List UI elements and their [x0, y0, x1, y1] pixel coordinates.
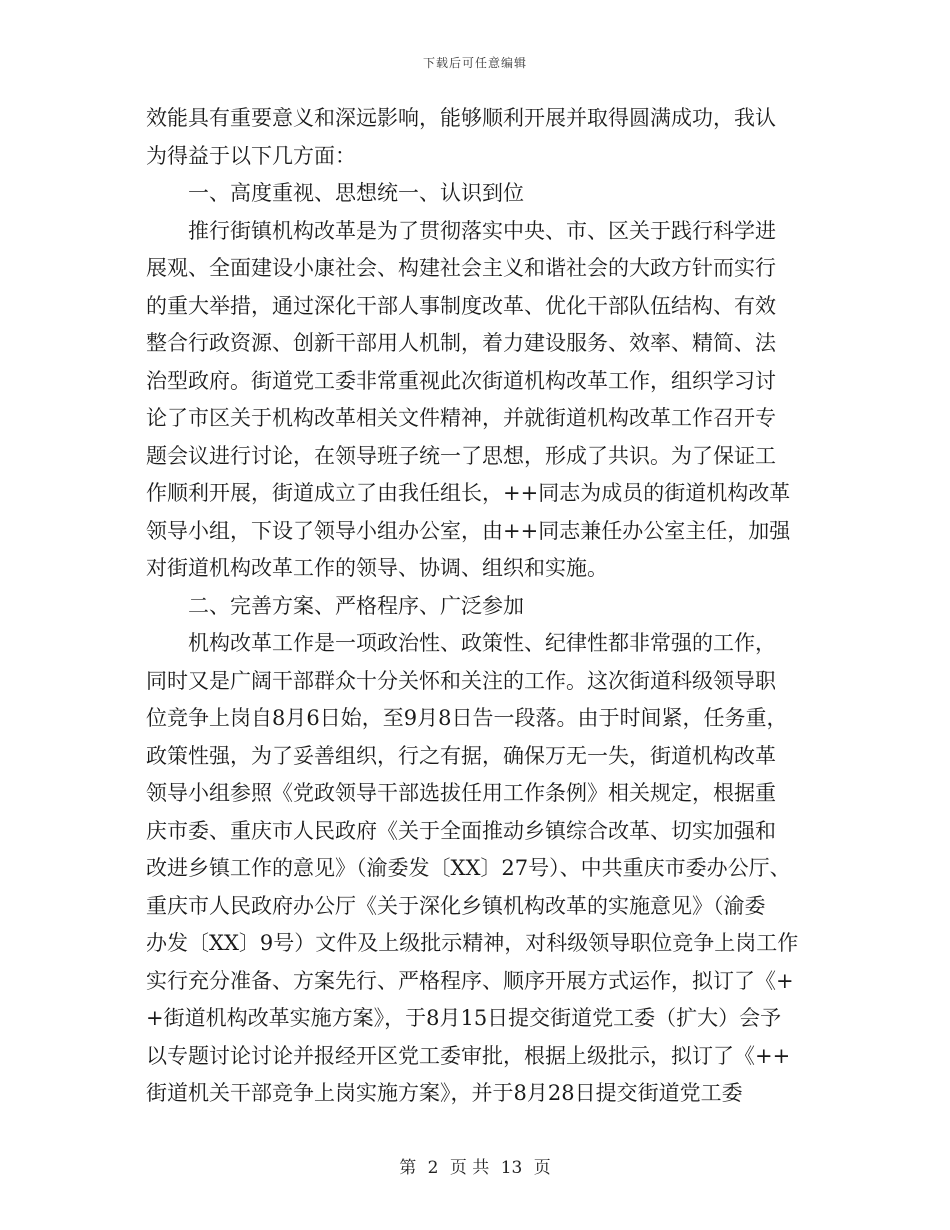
body-text-line: 治型政府。街道党工委非常重视此次街道机构改革工作，组织学习讨	[146, 368, 776, 393]
body-text-line: 改进乡镇工作的意见》（渝委发〔XX〕27号）、中共重庆市委办公厅、	[146, 856, 791, 880]
body-text-line: 效能具有重要意义和深远影响，能够顺利开展并取得圆满成功，我认	[146, 106, 776, 130]
body-text-line: 庆市委、重庆市人民政府《关于全面推动乡镇综合改革、切实加强和	[146, 818, 776, 843]
body-text-line: 领导小组，下设了领导小组办公室，由++同志兼任办公室主任，加强	[146, 518, 791, 543]
body-text-line: 一、高度重视、思想统一、认识到位	[188, 181, 524, 205]
body-text-line: 二、完善方案、严格程序、广泛参加	[188, 593, 524, 618]
body-text-line: 位竞争上岗自8月6日始，至9月8日告一段落。由于时间紧，任务重，	[146, 706, 788, 730]
body-text-line: 整合行政资源、创新干部用人机制，着力建设服务、效率、精简、法	[146, 331, 776, 355]
document-body	[146, 100, 826, 1113]
footer-current-page: 2	[427, 1158, 439, 1178]
body-text-line: +街道机构改革实施方案》，于8月15日提交街道党工委（扩大）会予	[146, 1006, 782, 1030]
body-text-line: 机构改革工作是一项政治性、政策性、纪律性都非常强的工作，	[188, 631, 776, 655]
body-text-line: 对街道机构改革工作的领导、协调、组织和实施。	[146, 556, 608, 580]
body-text-line: 重庆市人民政府办公厅《关于深化乡镇机构改革的实施意见》（渝委	[146, 893, 766, 918]
footer-prefix: 第	[399, 1158, 417, 1178]
body-text-line: 实行充分准备、方案先行、严格程序、顺序开展方式运作，拟订了《+	[146, 968, 794, 993]
body-text-line: 论了市区关于机构改革相关文件精神，并就街道机构改革工作召开专	[146, 406, 776, 430]
body-text-line: 办发〔XX〕9号）文件及上级批示精神，对科级领导职位竞争上岗工作	[146, 931, 799, 955]
body-text-line: 作顺利开展，街道成立了由我任组长，++同志为成员的街道机构改革	[146, 481, 791, 505]
body-text-line: 的重大举措，通过深化干部人事制度改革、优化干部队伍结构、有效	[146, 293, 776, 318]
body-text-line: 以专题讨论讨论并报经开区党工委审批，根据上级批示，拟订了《++	[146, 1043, 791, 1068]
body-text-line: 题会议进行讨论，在领导班子统一了思想，形成了共识。为了保证工	[146, 443, 776, 468]
body-text-line: 展观、全面建设小康社会、构建社会主义和谐社会的大政方针而实行	[146, 256, 776, 280]
body-text-line: 街道机关干部竞争上岗实施方案》，并于8月28日提交街道党工委	[146, 1081, 743, 1105]
body-text-line: 同时又是广阔干部群众十分关怀和关注的工作。这次街道科级领导职	[146, 668, 776, 693]
body-text-line: 为得益于以下几方面：	[146, 143, 356, 168]
body-text-line: 推行街镇机构改革是为了贯彻落实中央、市、区关于践行科学进	[188, 218, 776, 243]
body-text-line: 领导小组参照《党政领导干部选拔任用工作条例》相关规定，根据重	[146, 781, 776, 805]
body-text-line: 政策性强，为了妥善组织，行之有据，确保万无一失，街道机构改革	[146, 743, 776, 768]
page-header-note: 下载后可任意编辑	[422, 56, 527, 70]
footer-middle: 页 共	[449, 1158, 490, 1178]
footer-total-pages: 13	[500, 1158, 523, 1178]
footer-suffix: 页	[533, 1158, 551, 1178]
page-footer	[0, 1153, 950, 1178]
